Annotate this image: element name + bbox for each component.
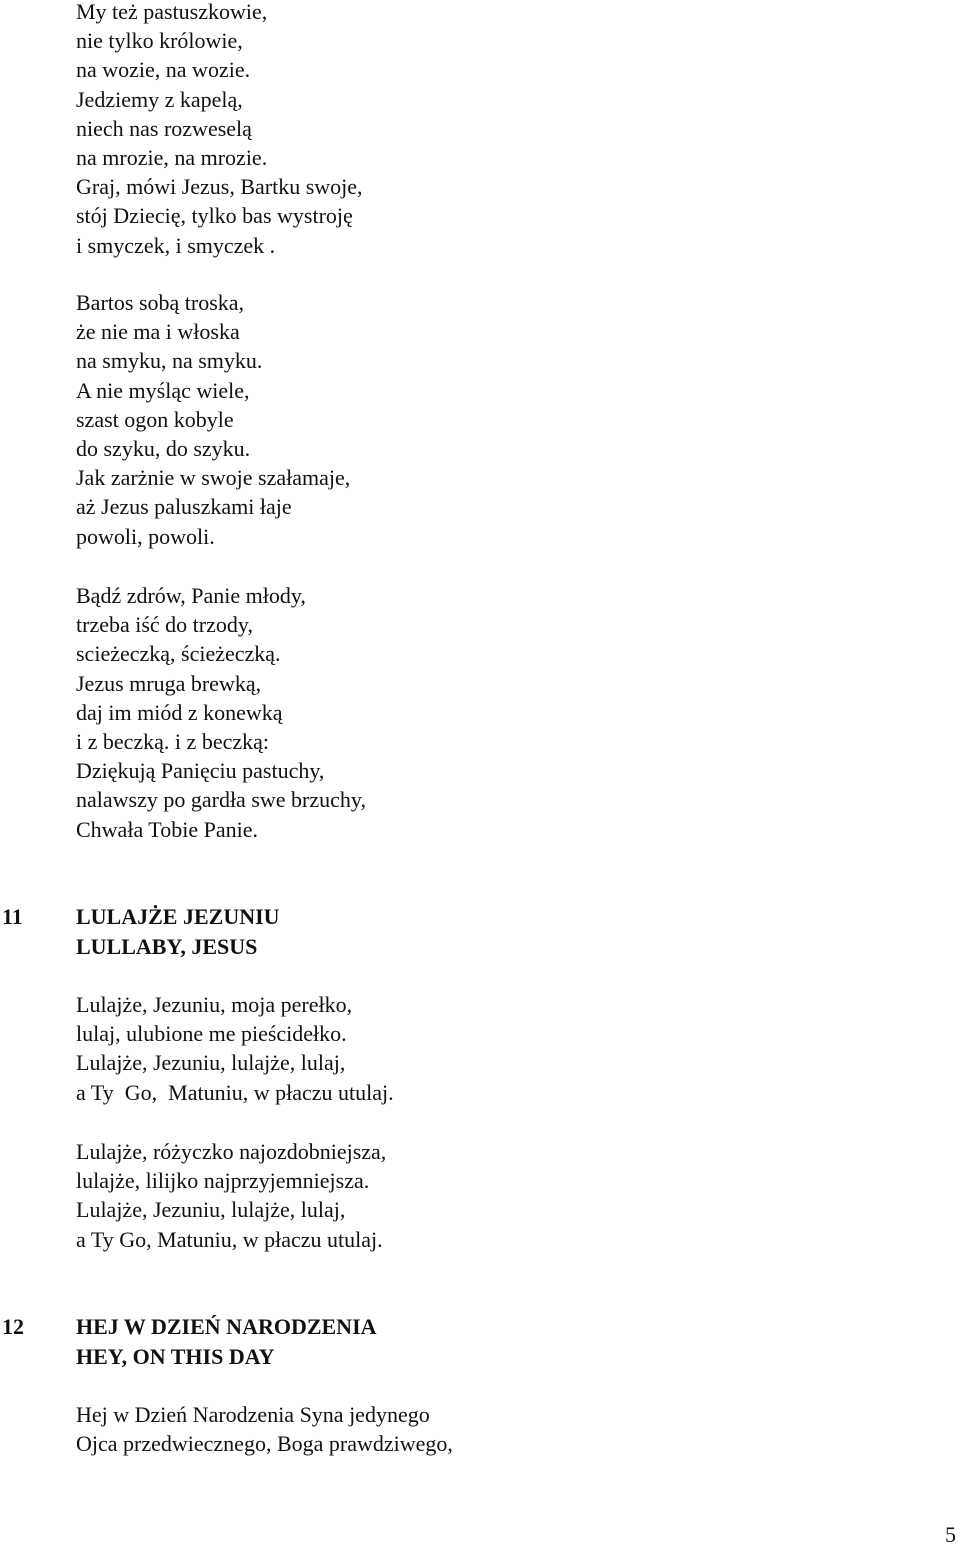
song-title-polish: HEJ W DZIEŃ NARODZENIA: [76, 1314, 377, 1339]
verse-line: Lulajże, Jezuniu, lulajże, lulaj,: [76, 1050, 346, 1076]
verse-line: a Ty Go, Matuniu, w płaczu utulaj.: [76, 1079, 394, 1105]
stanza: [76, 581, 936, 844]
stanza: [76, 0, 936, 260]
verse-line: szast ogon kobyle: [76, 406, 234, 432]
song-title-polish: LULAJŻE JEZUNIU: [76, 904, 280, 929]
verse-line: My też pastuszkowie,: [76, 0, 268, 24]
verse-line: Lulajże, Jezuniu, moja perełko,: [76, 992, 353, 1017]
verse-line: Jak zarżnie w swoje szałamaje,: [76, 465, 351, 491]
verse-line: Bartos sobą troska,: [76, 290, 245, 315]
verse-line: Bądź zdrów, Panie młody,: [76, 583, 306, 608]
verse-line: Jezus mruga brewką,: [76, 670, 262, 696]
verse-line: lulajże, lilijko najprzyjemniejsza.: [76, 1168, 370, 1194]
verse-line: na smyku, na smyku.: [76, 348, 263, 374]
verse-line: Chwała Tobie Panie.: [76, 816, 258, 842]
verse-line: niech nas rozweselą: [76, 115, 252, 141]
stanza: [76, 990, 936, 1107]
verse-line: na wozie, na wozie.: [76, 57, 251, 83]
verse-line: stój Dziecię, tylko bas wystroję: [76, 203, 353, 229]
song-titles: [76, 1312, 377, 1372]
verse-line: trzeba iść do trzody,: [76, 612, 253, 638]
song-titles: [76, 902, 280, 962]
verse-line: Lulajże, Jezuniu, lulajże, lulaj,: [76, 1197, 346, 1223]
song-number: 11: [2, 904, 23, 929]
verse-line: Graj, mówi Jezus, Bartku swoje,: [76, 174, 363, 200]
stanza: [76, 1137, 936, 1254]
verse-line: nalawszy po gardła swe brzuchy,: [76, 787, 366, 813]
verse-line: Jedziemy z kapelą,: [76, 86, 243, 112]
verse-line: scieżeczką, ścieżeczką.: [76, 641, 281, 667]
verse-line: Lulajże, różyczko najozdobniejsza,: [76, 1139, 387, 1164]
verse-line: lulaj, ulubione me pieścidełko.: [76, 1021, 347, 1047]
verse-line: powoli, powoli.: [76, 523, 215, 549]
verse-line: daj im miód z konewką: [76, 699, 283, 725]
stanza: [76, 1400, 936, 1458]
verse-line: Hej w Dzień Narodzenia Syna jedynego: [76, 1402, 430, 1427]
verse-line: Ojca przedwiecznego, Boga prawdziwego,: [76, 1431, 453, 1457]
page-number: 5: [945, 1522, 956, 1547]
verse-line: a Ty Go, Matuniu, w płaczu utulaj.: [76, 1226, 383, 1252]
verse-line: na mrozie, na mrozie.: [76, 144, 268, 170]
verse-line: i z beczką. i z beczką:: [76, 728, 269, 754]
verse-line: A nie myśląc wiele,: [76, 377, 250, 403]
verse-line: i smyczek, i smyczek .: [76, 232, 276, 258]
song-number: 12: [2, 1314, 24, 1339]
song-title-english: HEY, ON THIS DAY: [76, 1344, 275, 1369]
verse-line: do szyku, do szyku.: [76, 435, 251, 461]
song-title-english: LULLABY, JESUS: [76, 934, 258, 959]
verse-line: że nie ma i włoska: [76, 319, 240, 345]
verse-line: aż Jezus paluszkami łaje: [76, 494, 292, 520]
stanza: [76, 288, 936, 551]
verse-line: Dziękują Panięciu pastuchy,: [76, 758, 325, 784]
verse-line: nie tylko królowie,: [76, 28, 243, 54]
